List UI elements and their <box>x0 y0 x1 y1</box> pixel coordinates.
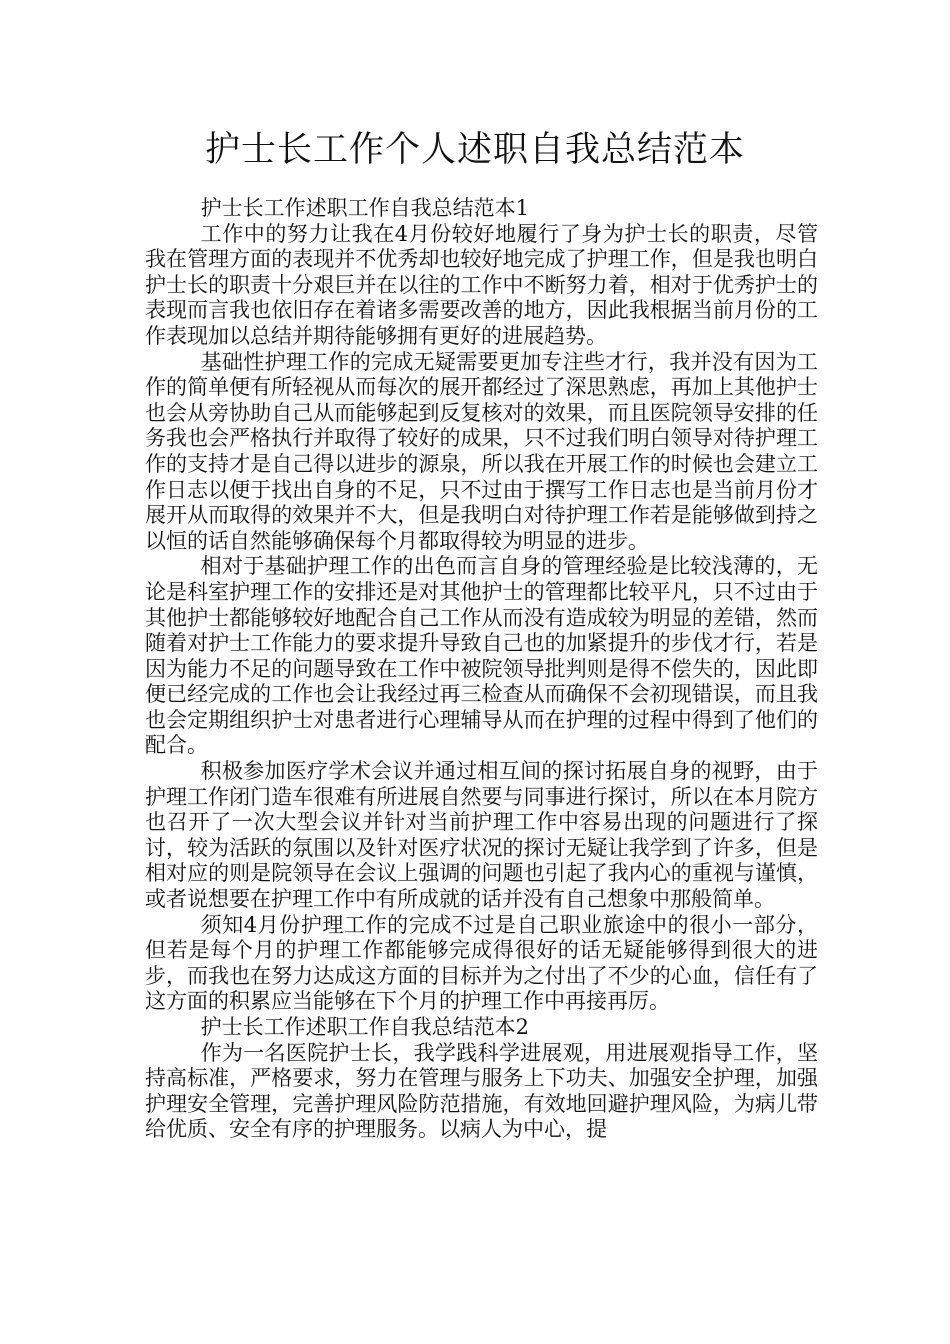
paragraph: 积极参加医疗学术会议并通过相互间的探讨拓展自身的视野，由于护理工作闭门造车很难有所进展自然要与同事进行探讨，所以在本月院方也召开了一次大型会议并针对当前护理工作中容易出现的问题进行了探讨，较为活跃的氛围以及针对医疗状况的探讨无疑让我学到了许多，但是相对应的则是院领导在会议上强调的问题也引起了我内心的重视与谨慎，或者说想要在护理工作中有所成就的话并没有自己想象中那般简单。 <box>145 759 818 912</box>
paragraph: 工作中的努力让我在4月份较好地履行了身为护士长的职责，尽管我在管理方面的表现并不优秀却也较好地完成了护理工作，但是我也明白护士长的职责十分艰巨并在以往的工作中不断努力着，相对于优秀护士的表现而言我也依旧存在着诸多需要改善的地方，因此我根据当前月份的工作表现加以总结并期待能够拥有更好的进展趋势。 <box>145 221 818 348</box>
paragraph: 须知4月份护理工作的完成不过是自己职业旅途中的很小一部分，但若是每个月的护理工作都能够完成得很好的话无疑能够得到很大的进步，而我也在努力达成这方面的目标并为之付出了不少的心血，信任有了这方面的积累应当能够在下个月的护理工作中再接再厉。 <box>145 912 818 1014</box>
document-body <box>145 196 818 1143</box>
section-heading: 护士长工作述职工作自我总结范本1 <box>200 196 530 220</box>
section-heading: 护士长工作述职工作自我总结范本2 <box>200 1015 530 1039</box>
paragraph: 相对于基础护理工作的出色而言自身的管理经验是比较浅薄的，无论是科室护理工作的安排还是对其他护士的管理都比较平凡，只不过由于其他护士都能够较好地配合自己工作从而没有造成较为明显的差错，然而随着对护士工作能力的要求提升导致自己也的加紧提升的步伐才行，若是因为能力不足的问题导致在工作中被院领导批判则是得不偿失的，因此即便已经完成的工作也会让我经过再三检查从而确保不会初现错误，而且我也会定期组织护士对患者进行心理辅导从而在护理的过程中得到了他们的配合。 <box>145 554 818 758</box>
document-title: 护士长工作个人述职自我总结范本 <box>204 130 745 170</box>
paragraph: 基础性护理工作的完成无疑需要更加专注些才行，我并没有因为工作的简单便有所轻视从而每次的展开都经过了深思熟虑，再加上其他护士也会从旁协助自己从而能够起到反复核对的效果，而且医院领导安排的任务我也会严格执行并取得了较好的成果，只不过我们明白领导对待护理工作的支持才是自己得以进步的源泉，所以我在开展工作的时候也会建立工作日志以便于找出自身的不足，只不过由于撰写工作日志也是当前月份才展开从而取得的效果并不大，但是我明白对待护理工作若是能够做到持之以恒的话自然能够确保每个月都取得较为明显的进步。 <box>145 349 818 553</box>
paragraph: 作为一名医院护士长，我学践科学进展观，用进展观指导工作，坚持高标准，严格要求，努力在管理与服务上下功夫、加强安全护理，加强护理安全管理，完善护理风险防范措施，有效地回避护理风险，为病儿带给优质、安全有序的护理服务。以病人为中心，提 <box>145 1040 818 1142</box>
